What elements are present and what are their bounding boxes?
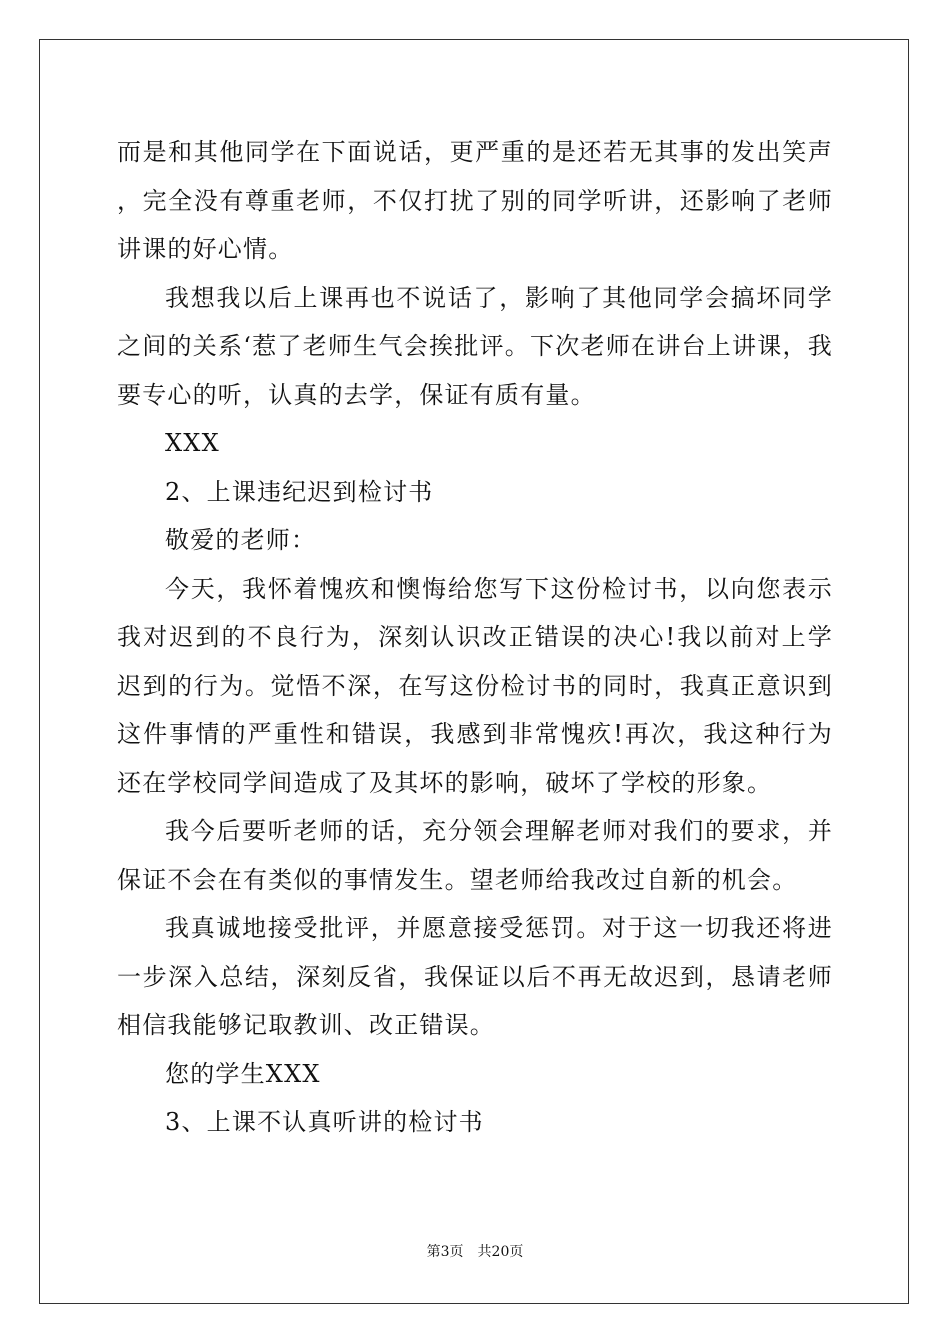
page-total: 共20页: [477, 1244, 524, 1260]
section-heading-3: 3、上课不认真听讲的检讨书: [165, 1108, 484, 1136]
paragraph-1: 而是和其他同学在下面说话，更严重的是还若无其事的发出笑声，完全没有尊重老师，不仅打扰了别的同学听讲，还影响了老师讲课的好心情。: [117, 138, 833, 263]
paragraph-5: 我真诚地接受批评，并愿意接受惩罚。对于这一切我还将进一步深入总结，深刻反省，我保证以后不再无故迟到，恳请老师相信我能够记取教训、改正错误。: [117, 914, 833, 1039]
signature-2: 您的学生XXX: [165, 1059, 321, 1088]
section-heading-2: 2、上课违纪迟到检讨书: [165, 477, 434, 506]
page-number: 第3页: [426, 1244, 464, 1260]
signature-1: XXX: [165, 429, 220, 457]
paragraph-4: 我今后要听老师的话，充分领会理解老师对我们的要求，并保证不会在有类似的事情发生。望老师给我改过自新的机会。: [117, 817, 833, 894]
paragraph-3: 今天，我怀着愧疚和懊悔给您写下这份检讨书，以向您表示我对迟到的不良行为，深刻认识改正错误的决心!我以前对上学迟到的行为。觉悟不深，在写这份检讨书的同时，我真正意识到这件事情的严重性和错误，我感到非常愧疚!再次，我这种行为还在学校同学间造成了及其坏的影响，破坏了学校的形象。: [117, 574, 833, 797]
document-body: [117, 128, 833, 1147]
page-footer: [0, 1241, 950, 1261]
paragraph-2: 我想我以后上课再也不说话了，影响了其他同学会搞坏同学之间的关系‘惹了老师生气会挨批评。下次老师在讲台上讲课，我要专心的听，认真的去学，保证有质有量。: [117, 283, 833, 409]
salutation: 敬爱的老师：: [165, 526, 317, 554]
